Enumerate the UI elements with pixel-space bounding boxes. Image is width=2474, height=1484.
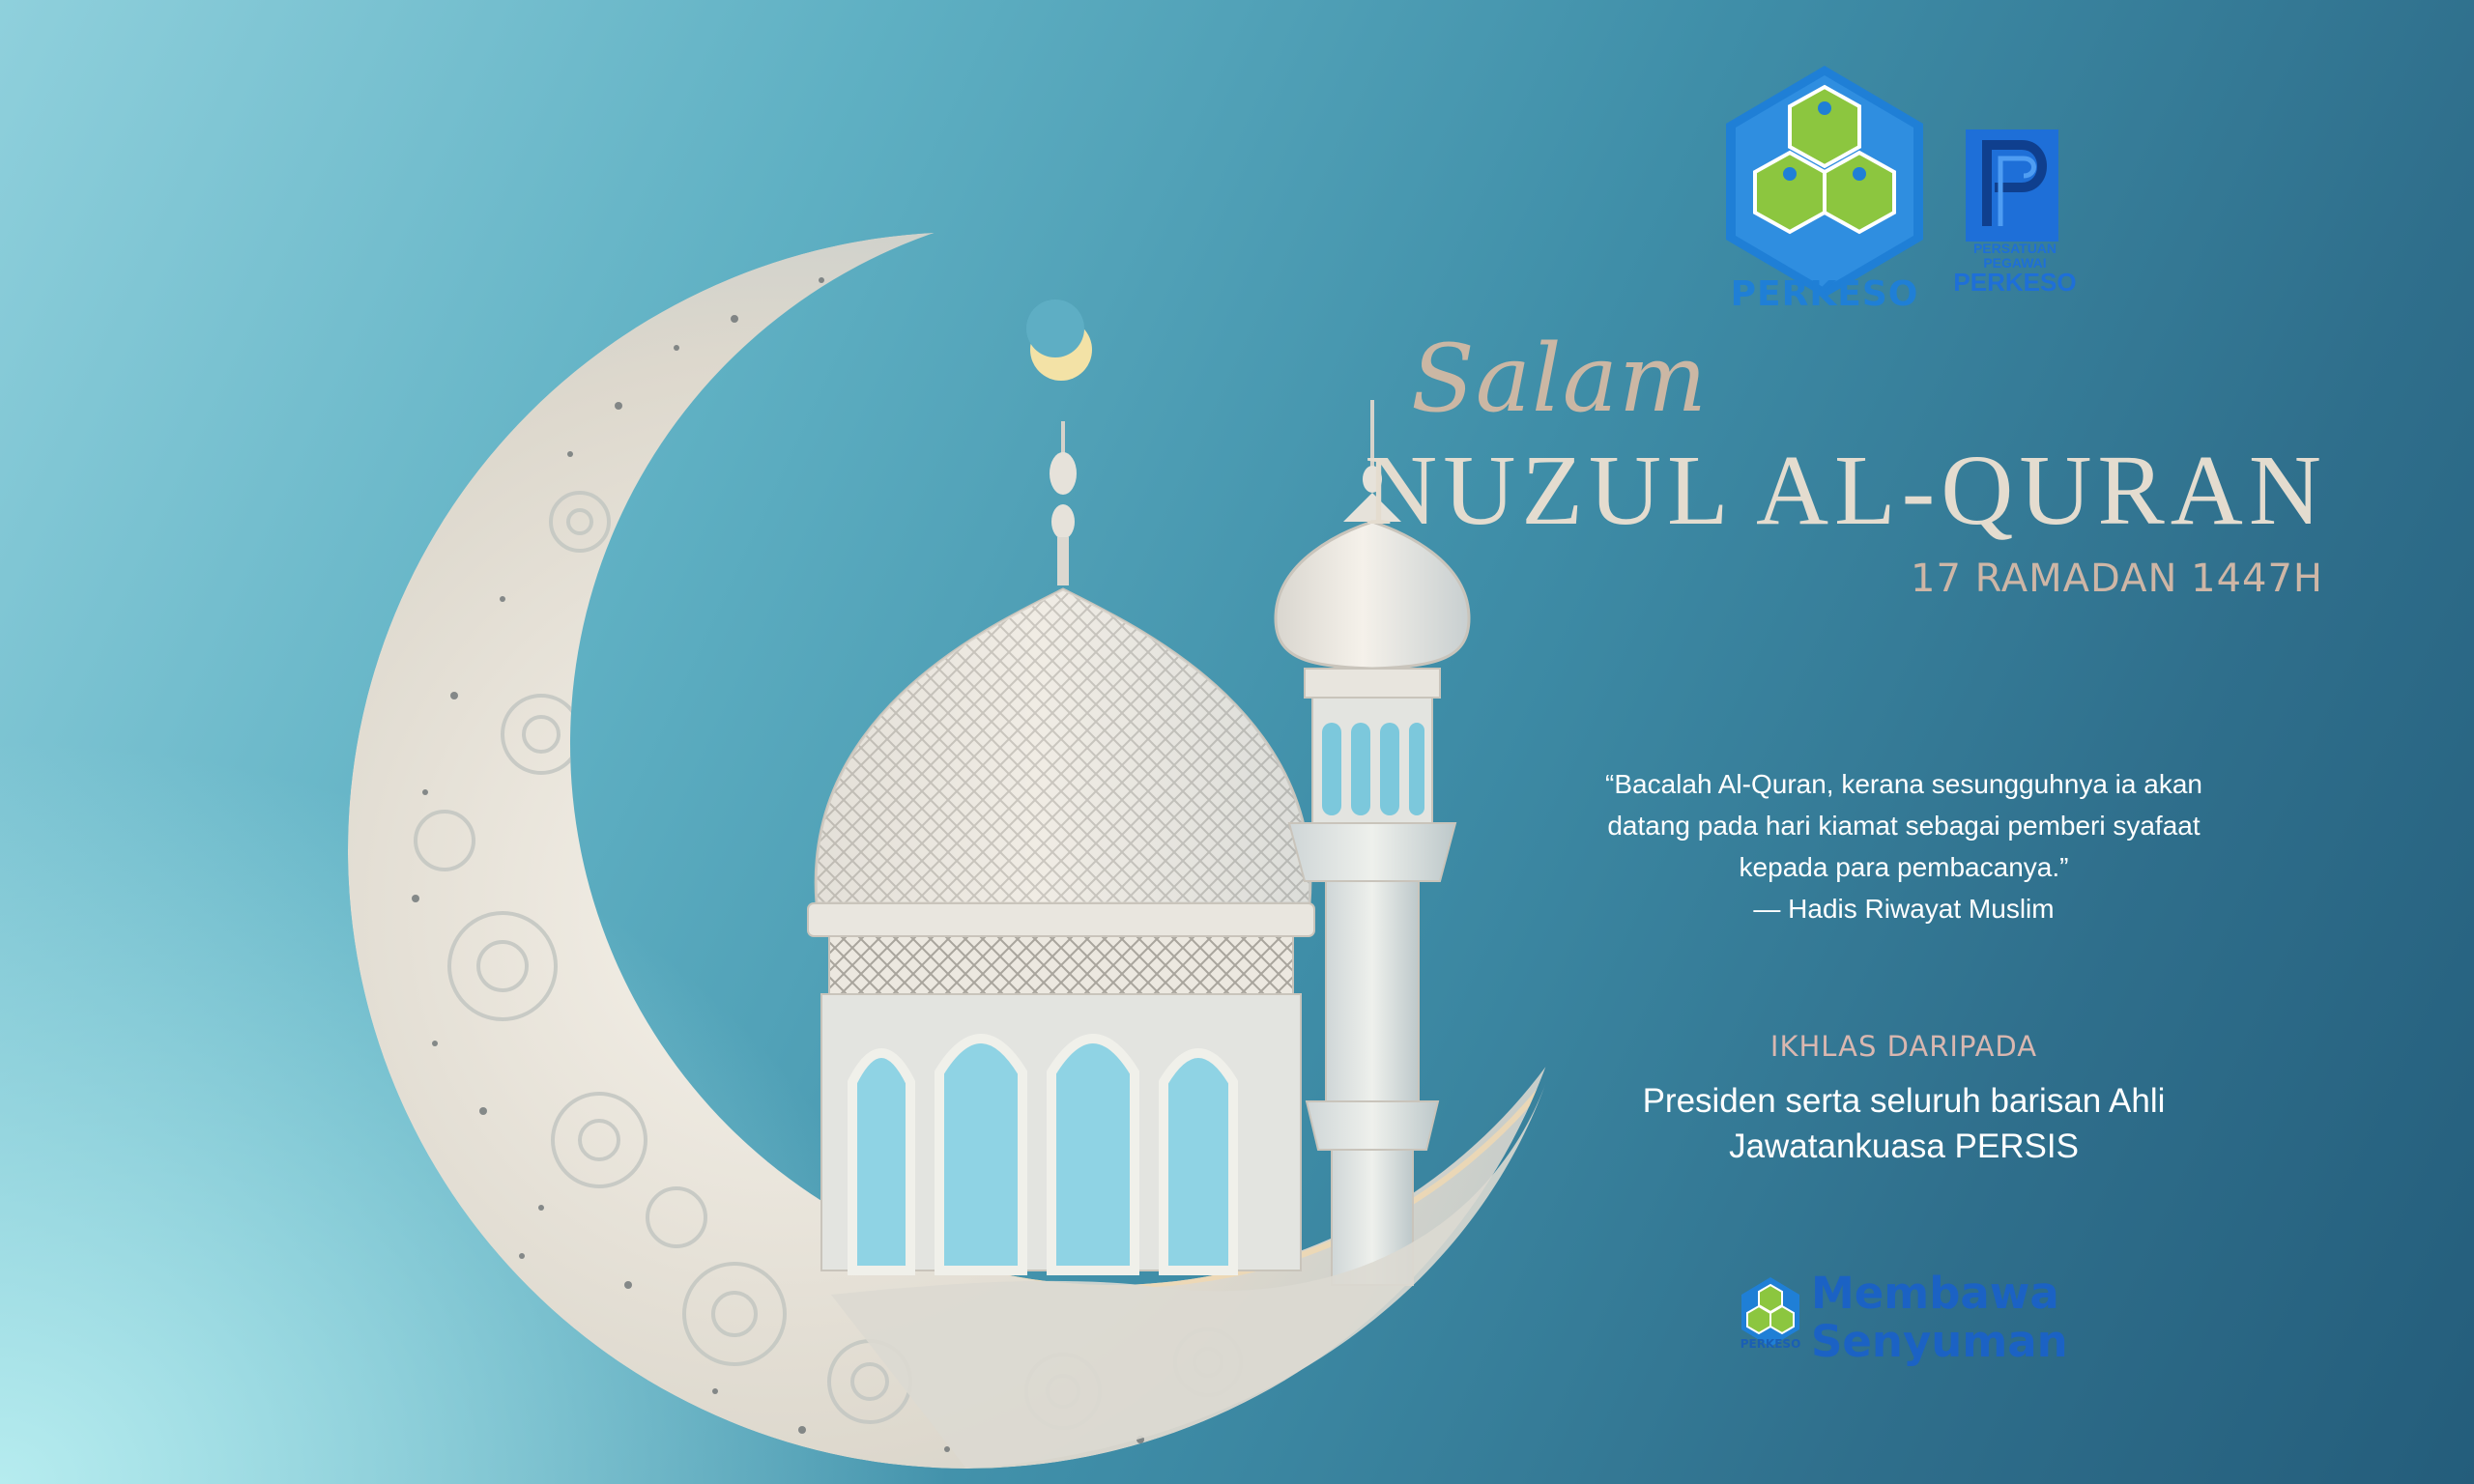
sender-line-1: Presiden serta seluruh barisan Ahli [1642, 1082, 2166, 1120]
persatuan-logo-icon [1966, 129, 2058, 242]
salam-script: Salam [1411, 325, 1708, 433]
quote-line-2: datang pada hari kiamat sebagai pemberi syafaat [1607, 811, 2201, 841]
from-label: IKHLAS DARIPADA [1769, 1030, 2038, 1063]
persatuan-caption-line1: PERSATUAN PEGAWAI [1972, 241, 2057, 271]
perkeso-wordmark: PERKESO [1730, 274, 1919, 314]
hijri-date: 17 RAMADAN 1447H [1911, 556, 2323, 601]
quote-line-3: kepada para pembacanya.” [1739, 852, 2069, 882]
perkeso-logo-icon [1726, 66, 1923, 298]
quote-line-1: “Bacalah Al-Quran, kerana sesungguhnya ia akan [1605, 769, 2202, 799]
slogan-text [1811, 1270, 2068, 1366]
sender-line-2: Jawatankuasa PERSIS [1729, 1127, 2079, 1165]
nuzul-title: NUZUL AL-QURAN [1365, 435, 2327, 546]
persatuan-caption [1942, 242, 2087, 297]
persatuan-caption-line2: PERKESO [1953, 268, 2077, 298]
slogan-line-1: Membawa [1811, 1268, 2059, 1319]
slogan-icon-label: PERKESO [1740, 1337, 1801, 1351]
hadith-quote [1508, 763, 2300, 929]
quote-source: — Hadis Riwayat Muslim [1753, 894, 2055, 924]
from-sender [1508, 1078, 2300, 1169]
slogan-line-2: Senyuman [1811, 1316, 2068, 1367]
